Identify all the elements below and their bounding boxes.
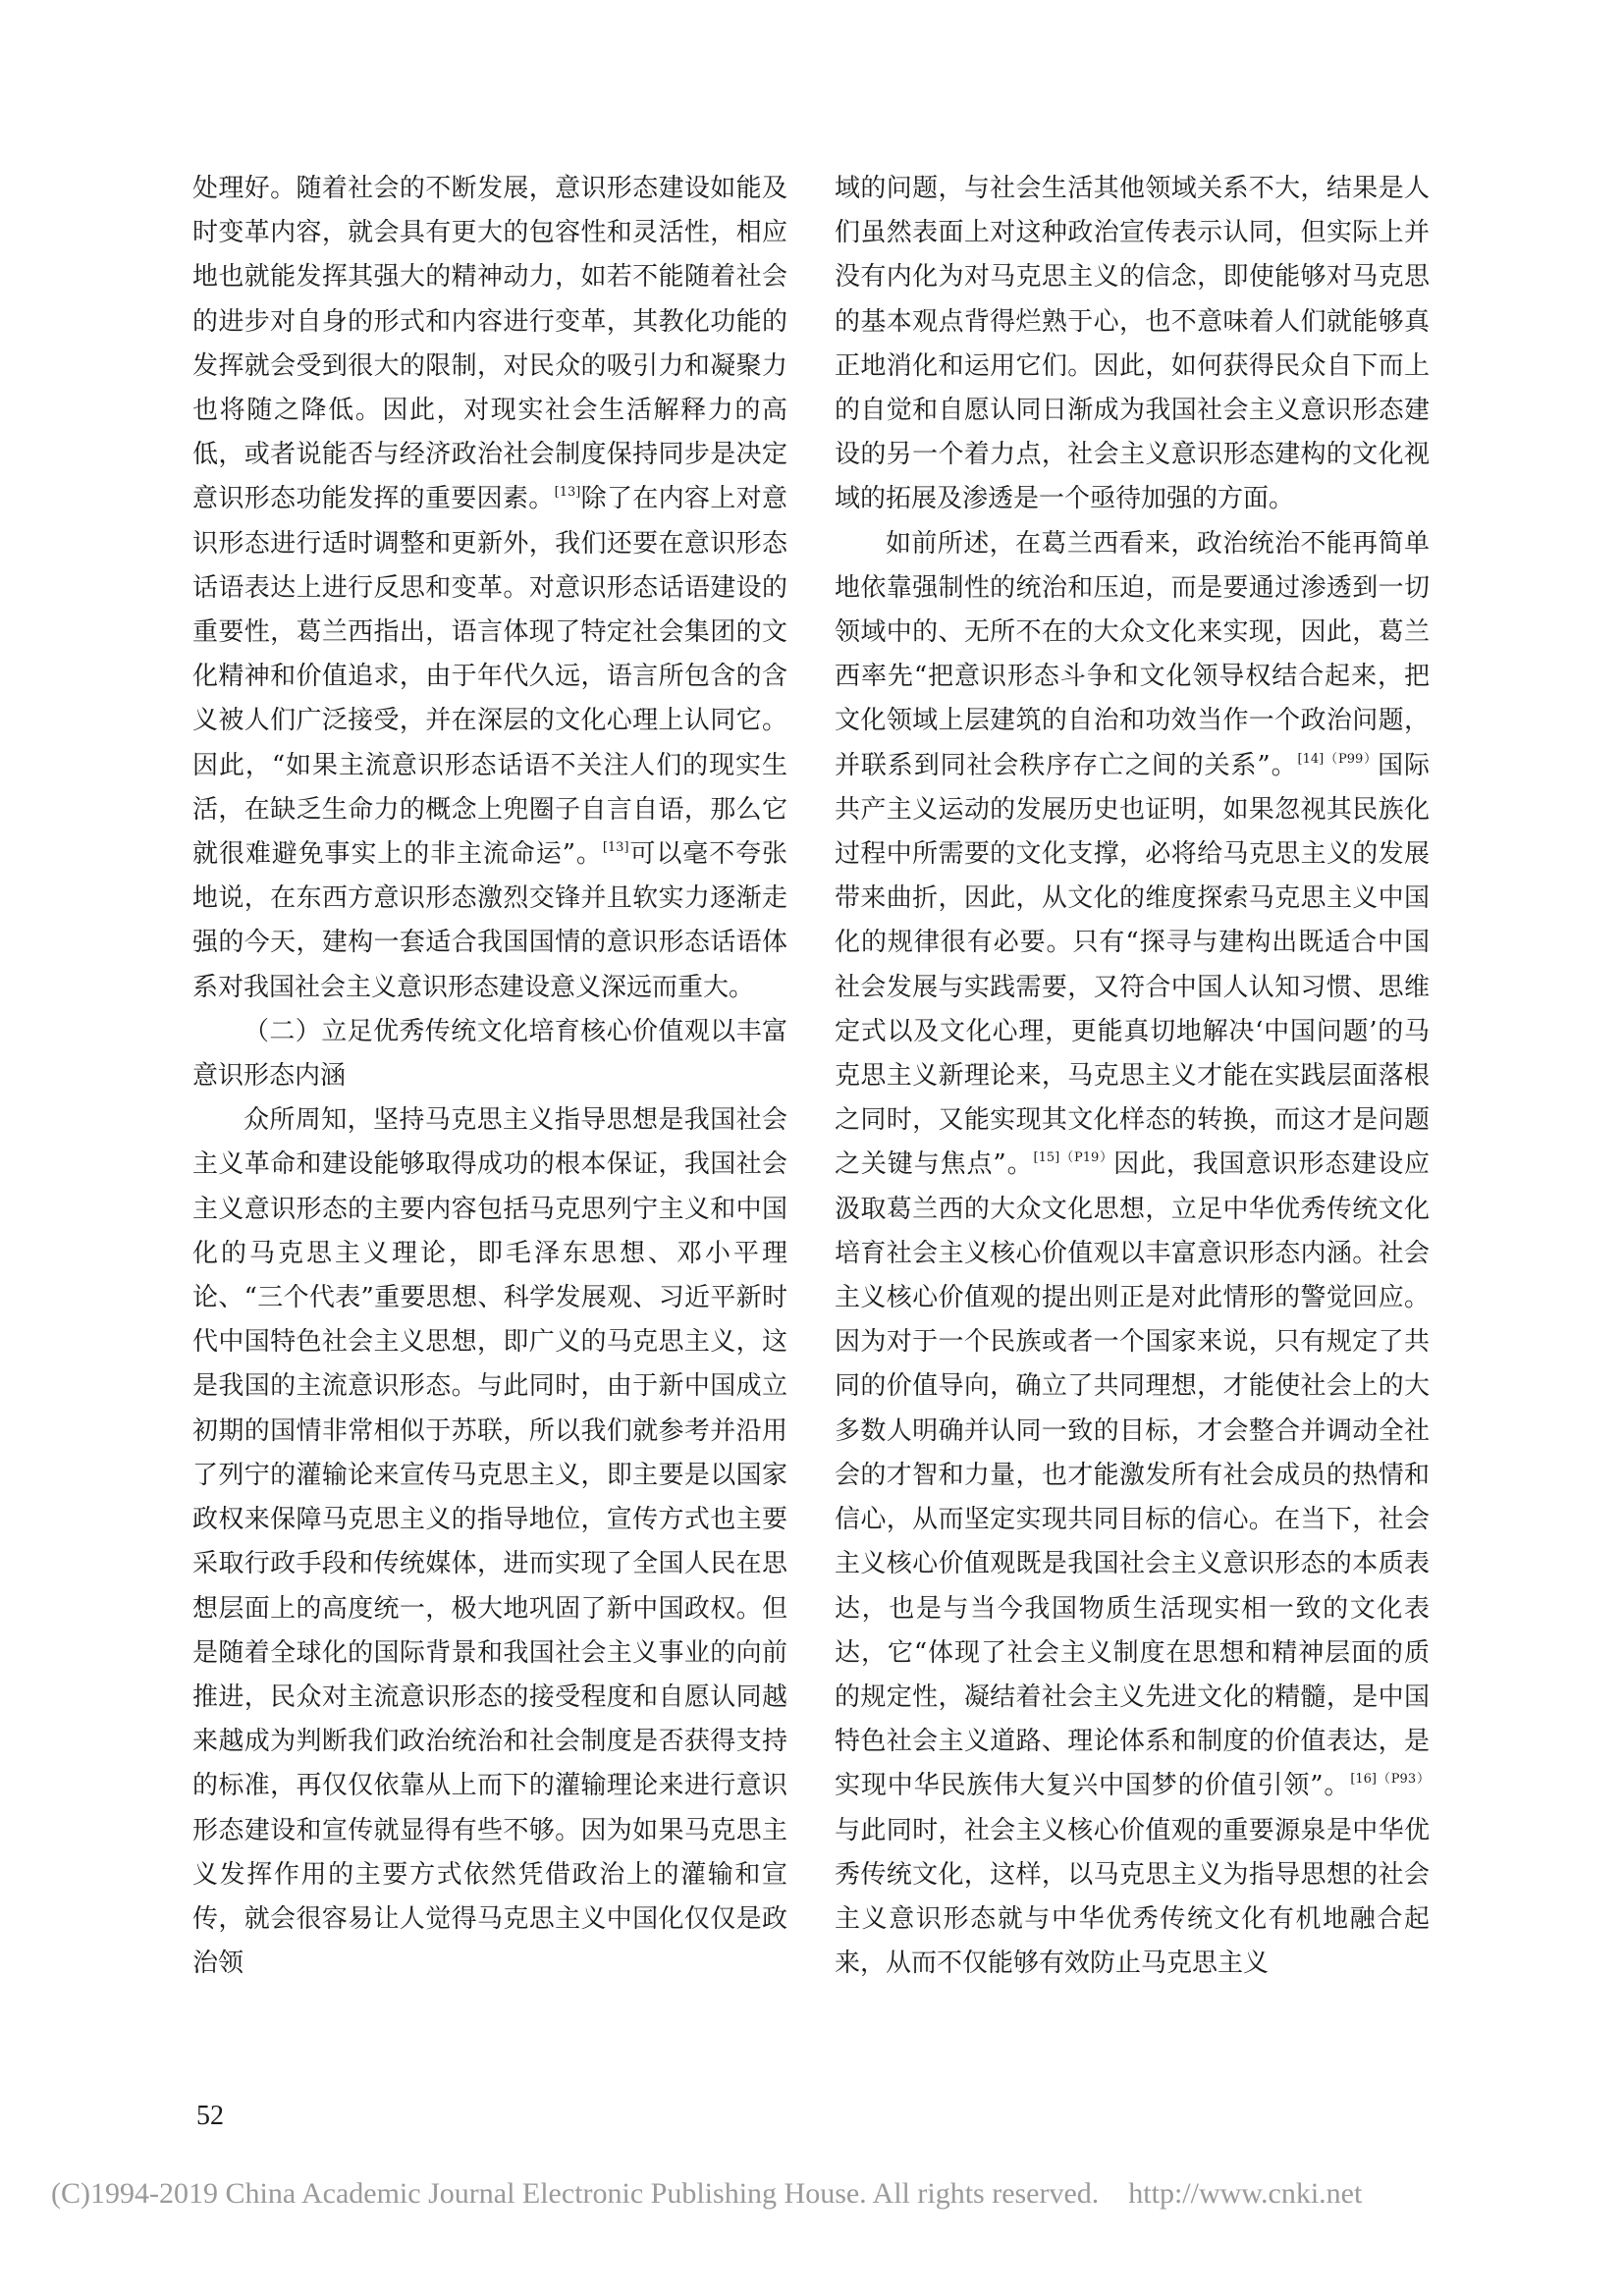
left-paragraph-1: 处理好。随着社会的不断发展，意识形态建设如能及时变革内容，就会具有更大的包容性和灵活性，相应地也就能发挥其强大的精神动力，如若不能随着社会的进步对自身的形式和内容进行变革，其教化功能的发挥就会受到很大的限制，对民众的吸引力和凝聚力也将随之降低。因此，对现实社会生活解释力的高低，或者说能否与经济政治社会制度保持同步是决定意识形态功能发挥的重要因素。[13]除了在内容上对意识形态进行适时调整和更新外，我们还要在意识形态话语表达上进行反思和变革。对意识形态话语建设的重要性，葛兰西指出，语言体现了特定社会集团的文化精神和价值追求，由于年代久远，语言所包含的含义被人们广泛接受，并在深层的文化心理上认同它。因此，“如果主流意识形态话语不关注人们的现实生活，在缺乏生命力的概念上兜圈子自言自语，那么它就很难避免事实上的非主流命运”。[13]可以毫不夸张地说，在东西方意识形态激烈交锋并且软实力逐渐走强的今天，建构一套适合我国国情的意识形态话语体系对我国社会主义意识形态建设意义深远而重大。 [192,174,787,1002]
section-heading: （二）立足优秀传统文化培育核心价值观以丰富意识形态内涵 [192,1016,787,1092]
citation-ref: [13] [602,840,629,856]
left-column [192,167,787,1986]
citation-ref: [13] [554,485,581,501]
citation-ref: [15]（P19） [1033,1150,1114,1166]
citation-ref: [14]（P99） [1297,751,1379,767]
copyright-footer: (C)1994-2019 China Academic Journal Electronic Publishing House. All rights reserved. http://www.cnki.net [51,2177,1363,2210]
citation-ref: [16]（P93） [1350,1772,1430,1788]
right-paragraph-2: 如前所述，在葛兰西看来，政治统治不能再简单地依靠强制性的统治和压迫，而是要通过渗透到一切领域中的、无所不在的大众文化来实现，因此，葛兰西率先“把意识形态斗争和文化领导权结合起来，把文化领域上层建筑的自治和功效当作一个政治问题，并联系到同社会秩序存亡之间的关系”。$^{[14](P99)}$国际共产主义运动的发展历史也证明，如果忽视其民族化过程中所需要的文化支撑，必将给马克思主义的发展带来曲折，因此，从文化的维度探索马克思主义中国化的规律很有必要。只有“探寻与建构出既适合中国社会发展与实践需要，又符合中国人认知习惯、思维定式以及文化心理，更能真切地解决‘中国问题’的马克思主义新理论来，马克思主义才能在实践层面落根之同时，又能实现其文化样态的转换，而这才是问题之关键与焦点”。$^{[15](P19)}$因此，我国意识形态建设应汲取葛兰西的大众文化思想，立足中华优秀传统文化培育社会主义核心价值观以丰富意识形态内涵。社会主义核心价值观的提出则正是对此情形的警觉回应。因为对于一个民族或者一个国家来说，只有规定了共同的价值导向，确立了共同理想，才能使社会上的大多数人明确并认同一致的目标，才会整合并调动全社会的才智和力量，也才能激发所有社会成员的热情和信心，从而坚定实现共同目标的信心。在当下，社会主义核心价值观既是我国社会主义意识形态的本质表达，也是与当今我国物质生活现实相一致的文化表达，它“体现了社会主义制度在思想和精神层面的质的规定性，凝结着社会主义先进文化的精髓，是中国特色社会主义道路、理论体系和制度的价值表达，是实现中华民族伟大复兴中国梦的价值引领”。$^{[16](P93)}$与此同时，社会主义核心价值观的重要源泉是中华优秀传统文化，这样，以马克思主义为指导思想的社会主义意识形态就与中华优秀传统文化有机地融合起来，从而不仅能够有效防止马克思主义 [835,528,1430,1979]
right-column [835,167,1430,1986]
right-paragraph-1: 域的问题，与社会生活其他领域关系不大，结果是人们虽然表面上对这种政治宣传表示认同，但实际上并没有内化为对马克思主义的信念，即使能够对马克思的基本观点背得烂熟于心，也不意味着人们就能够真正地消化和运用它们。因此，如何获得民众自下而上的自觉和自愿认同日渐成为我国社会主义意识形态建设的另一个着力点，社会主义意识形态建构的文化视域的拓展及渗透是一个亟待加强的方面。 [835,174,1430,514]
left-paragraph-2: 众所周知，坚持马克思主义指导思想是我国社会主义革命和建设能够取得成功的根本保证，我国社会主义意识形态的主要内容包括马克思列宁主义和中国化的马克思主义理论，即毛泽东思想、邓小平理论、“三个代表”重要思想、科学发展观、习近平新时代中国特色社会主义思想，即广义的马克思主义，这是我国的主流意识形态。与此同时，由于新中国成立初期的国情非常相似于苏联，所以我们就参考并沿用了列宁的灌输论来宣传马克思主义，即主要是以国家政权来保障马克思主义的指导地位，宣传方式也主要采取行政手段和传统媒体，进而实现了全国人民在思想层面上的高度统一，极大地巩固了新中国政权。但是随着全球化的国际背景和我国社会主义事业的向前推进，民众对主流意识形态的接受程度和自愿认同越来越成为判断我们政治统治和社会制度是否获得支持的标准，再仅仅依靠从上而下的灌输理论来进行意识形态建设和宣传就显得有些不够。因为如果马克思主义发挥作用的主要方式依然凭借政治上的灌输和宣传，就会很容易让人觉得马克思主义中国化仅仅是政治领 [192,1105,787,1979]
page-number: 52 [196,2101,224,2131]
